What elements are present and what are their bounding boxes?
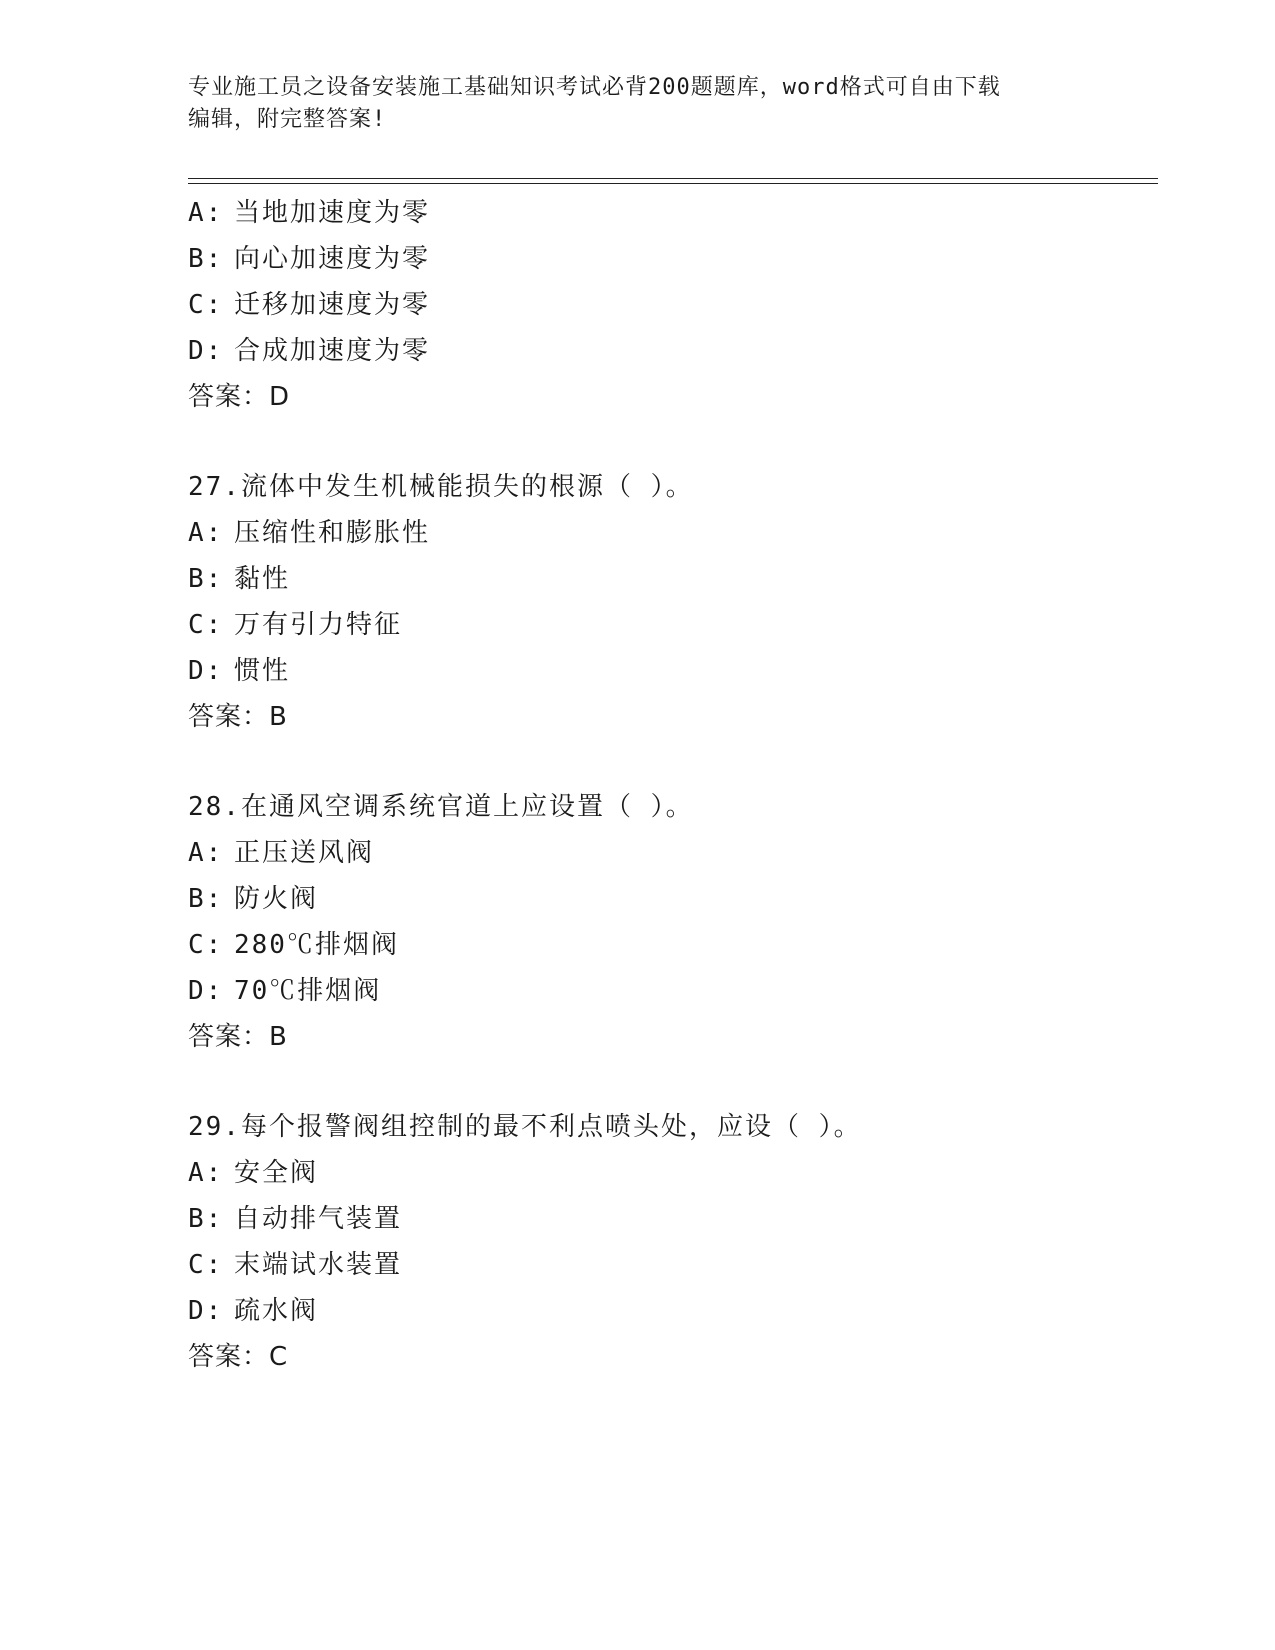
- option-label: D:: [188, 336, 224, 366]
- option-text: 合成加速度为零: [234, 336, 431, 366]
- option-label: B:: [188, 884, 224, 914]
- option-b: [188, 1196, 1148, 1242]
- header-divider-bottom: [188, 183, 1158, 184]
- option-text: 当地加速度为零: [234, 198, 431, 228]
- option-label: A:: [188, 518, 224, 548]
- question-29: [188, 1104, 1148, 1380]
- option-c: [188, 602, 1148, 648]
- document-header: [188, 72, 1088, 136]
- answer-line: 答案：B: [188, 1022, 288, 1052]
- option-d: [188, 328, 1148, 374]
- option-d: [188, 968, 1148, 1014]
- option-b: [188, 236, 1148, 282]
- option-label: D:: [188, 976, 224, 1006]
- option-text: 疏水阀: [234, 1296, 319, 1326]
- option-text: 防火阀: [234, 884, 319, 914]
- option-label: C:: [188, 290, 224, 320]
- option-text: 惯性: [234, 656, 291, 686]
- option-label: C:: [188, 610, 224, 640]
- option-label: C:: [188, 1250, 224, 1280]
- option-b: [188, 556, 1148, 602]
- question-28: [188, 784, 1148, 1060]
- question-26: [188, 190, 1148, 420]
- option-text: 安全阀: [234, 1158, 319, 1188]
- question-text: 29.每个报警阀组控制的最不利点喷头处，应设（ ）。: [188, 1112, 862, 1142]
- option-text: 迁移加速度为零: [234, 290, 431, 320]
- question-text: 27.流体中发生机械能损失的根源（ ）。: [188, 472, 694, 502]
- answer-line: 答案：B: [188, 702, 288, 732]
- option-label: B:: [188, 1204, 224, 1234]
- option-a: [188, 830, 1148, 876]
- option-label: D:: [188, 656, 224, 686]
- question-spacer: [188, 740, 1148, 784]
- option-a: [188, 190, 1148, 236]
- option-label: A:: [188, 1158, 224, 1188]
- option-text: 正压送风阀: [234, 838, 375, 868]
- option-label: A:: [188, 838, 224, 868]
- option-a: [188, 1150, 1148, 1196]
- option-text: 黏性: [234, 564, 291, 594]
- question-list: [188, 190, 1148, 1380]
- option-label: A:: [188, 198, 224, 228]
- option-b: [188, 876, 1148, 922]
- question-27: [188, 464, 1148, 740]
- option-a: [188, 510, 1148, 556]
- option-c: [188, 282, 1148, 328]
- option-d: [188, 648, 1148, 694]
- header-title-line-2: 编辑，附完整答案!: [188, 107, 387, 132]
- option-text: 70℃排烟阀: [234, 976, 382, 1006]
- header-divider-top: [188, 178, 1158, 179]
- answer-line: 答案：C: [188, 1342, 289, 1372]
- question-text: 28.在通风空调系统官道上应设置（ ）。: [188, 792, 694, 822]
- question-spacer: [188, 420, 1148, 464]
- option-label: B:: [188, 564, 224, 594]
- option-text: 压缩性和膨胀性: [234, 518, 431, 548]
- option-text: 280℃排烟阀: [234, 930, 399, 960]
- question-spacer: [188, 1060, 1148, 1104]
- option-c: [188, 1242, 1148, 1288]
- option-text: 向心加速度为零: [234, 244, 431, 274]
- option-d: [188, 1288, 1148, 1334]
- option-text: 末端试水装置: [234, 1250, 403, 1280]
- option-c: [188, 922, 1148, 968]
- answer-line: 答案：D: [188, 382, 291, 412]
- option-label: D:: [188, 1296, 224, 1326]
- option-label: C:: [188, 930, 224, 960]
- option-text: 自动排气装置: [234, 1204, 403, 1234]
- option-text: 万有引力特征: [234, 610, 403, 640]
- option-label: B:: [188, 244, 224, 274]
- header-title-line-1: 专业施工员之设备安装施工基础知识考试必背200题题库，word格式可自由下载: [188, 75, 1001, 100]
